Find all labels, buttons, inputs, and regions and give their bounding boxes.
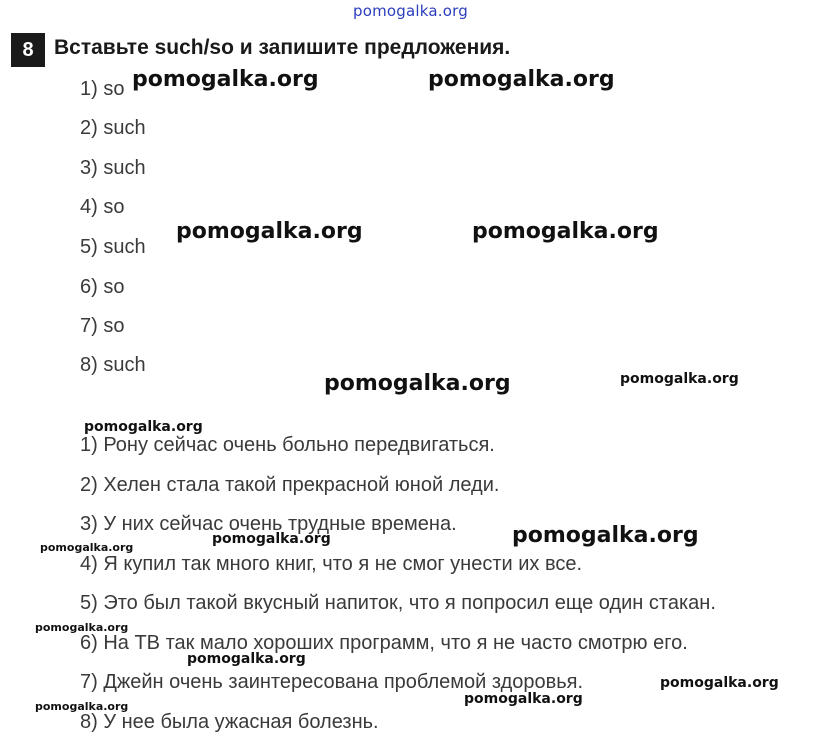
watermark: pomogalka.org xyxy=(464,691,583,707)
sentence-item: 6) На ТВ так мало хороших программ, что я не часто смотрю его. xyxy=(80,632,688,654)
answer-item: 3) such xyxy=(80,157,146,179)
watermark: pomogalka.org xyxy=(40,541,134,554)
watermark: pomogalka.org xyxy=(428,67,615,92)
watermark: pomogalka.org xyxy=(176,219,363,244)
sentence-item: 3) У них сейчас очень трудные времена. xyxy=(80,513,457,535)
watermark: pomogalka.org xyxy=(660,675,779,691)
answer-item: 5) such xyxy=(80,236,146,258)
sentence-item: 7) Джейн очень заинтересована проблемой здоровья. xyxy=(80,671,584,693)
watermark: pomogalka.org xyxy=(35,700,129,713)
sentence-item: 1) Рону сейчас очень больно передвигаться. xyxy=(80,434,495,456)
watermark: pomogalka.org xyxy=(212,531,331,547)
task-title: Вставьте such/so и запишите предложения. xyxy=(54,36,511,59)
sentence-item: 8) У нее была ужасная болезнь. xyxy=(80,711,379,733)
watermark: pomogalka.org xyxy=(35,621,129,634)
answer-item: 8) such xyxy=(80,354,146,376)
watermark: pomogalka.org xyxy=(84,419,203,435)
header-watermark: pomogalka.org xyxy=(353,2,468,20)
answer-item: 2) such xyxy=(80,117,146,139)
watermark: pomogalka.org xyxy=(132,67,319,92)
sentence-item: 2) Хелен стала такой прекрасной юной леди. xyxy=(80,474,500,496)
sentence-item: 5) Это был такой вкусный напиток, что я попросил еще один стакан. xyxy=(80,592,716,614)
watermark: pomogalka.org xyxy=(324,371,511,396)
task-number-badge: 8 xyxy=(11,33,45,67)
watermark: pomogalka.org xyxy=(187,651,306,667)
watermark: pomogalka.org xyxy=(620,371,739,387)
answer-item: 7) so xyxy=(80,315,125,337)
watermark: pomogalka.org xyxy=(472,219,659,244)
answer-item: 4) so xyxy=(80,196,125,218)
sentence-item: 4) Я купил так много книг, что я не смог унести их все. xyxy=(80,553,583,575)
answer-item: 6) so xyxy=(80,276,125,298)
watermark: pomogalka.org xyxy=(512,523,699,548)
answer-item: 1) so xyxy=(80,78,125,100)
